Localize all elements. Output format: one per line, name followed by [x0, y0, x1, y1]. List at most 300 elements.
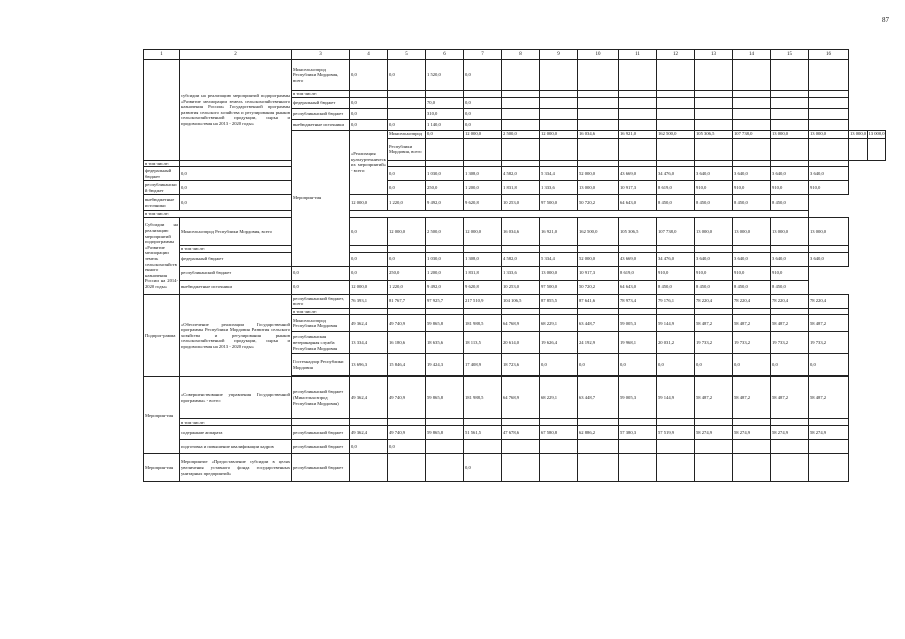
value-cell: 49 362,4	[350, 426, 388, 440]
empty-cell	[809, 91, 849, 98]
table-row	[144, 252, 886, 266]
value-cell: 58 274,9	[771, 426, 809, 440]
value-cell	[388, 108, 426, 119]
empty-cell	[809, 138, 849, 160]
value-cell: 78 220,4	[695, 294, 733, 308]
value-cell	[578, 119, 619, 130]
empty-cell	[657, 160, 695, 167]
value-cell	[733, 97, 771, 108]
value-cell	[578, 97, 619, 108]
owner-minselhoz: Минсельхозпрод Республики Мордовия	[292, 315, 350, 332]
value-cell: 8 450,0	[657, 280, 695, 294]
value-cell: 8 450,0	[733, 195, 771, 211]
value-cell	[771, 440, 809, 454]
value-cell	[809, 60, 849, 91]
fed-budget-label: федеральный бюджет	[180, 252, 292, 266]
empty-cell	[502, 91, 540, 98]
value-cell: 13 000,0	[809, 218, 849, 246]
value-cell: 0,0	[292, 280, 350, 294]
value-cell: 81 767,7	[388, 294, 426, 308]
table-row	[144, 454, 886, 482]
empty-cell	[657, 91, 695, 98]
value-cell: 0,0	[388, 181, 426, 195]
value-cell: 78 220,4	[809, 294, 849, 308]
value-cell: 0,0	[180, 195, 292, 211]
empty-cell	[578, 91, 619, 98]
value-cell	[578, 108, 619, 119]
table-row	[144, 50, 886, 60]
value-cell: 50 720,2	[578, 195, 619, 211]
empty-cell	[464, 308, 502, 315]
value-cell: 52 000,0	[578, 167, 619, 181]
value-cell: 910,0	[809, 181, 849, 195]
incl-label: в том числе:	[180, 246, 292, 253]
empty-cell	[867, 138, 886, 160]
value-cell: 250,0	[426, 181, 464, 195]
empty-cell	[657, 308, 695, 315]
desc-melioration-subsidy: субсидии на реализацию мероприятий подпрограммы «Развитие мелиорации земель сельскохозяйственного назначения России» Государственной программы развития сельского хозяйства и регулирования рынков сельскохозяйственной продукции, сырья и продовольствия на 2013 - 2020 годы»	[180, 60, 292, 161]
value-cell	[540, 97, 578, 108]
header-col-15: 15	[771, 50, 809, 60]
value-cell: 10 917,3	[578, 266, 619, 280]
value-cell: 19 733,2	[771, 332, 809, 354]
value-cell	[619, 108, 657, 119]
value-cell: 15 846,4	[388, 354, 426, 376]
value-cell: 0,0	[540, 354, 578, 376]
value-cell: 310,0	[426, 108, 464, 119]
value-cell: 8 450,0	[695, 280, 733, 294]
value-cell: 13 696,3	[350, 354, 388, 376]
value-cell: 9 492,0	[426, 280, 464, 294]
empty-cell	[578, 419, 619, 426]
value-cell: 0,0	[350, 266, 388, 280]
empty-cell	[540, 160, 578, 167]
table-row	[144, 426, 886, 440]
desc-authorized-fund: Мероприятие «Предоставление субсидии в целях увеличения уставного фонда государственных унитарных предприятий»	[180, 454, 292, 482]
table-row	[144, 419, 886, 426]
table-row	[144, 211, 886, 218]
value-cell: 58 274,9	[733, 426, 771, 440]
value-cell: 8 450,0	[733, 280, 771, 294]
value-cell: 0,0	[180, 167, 292, 181]
value-cell: 58 487,2	[733, 315, 771, 332]
value-cell: 52 000,0	[578, 252, 619, 266]
value-cell	[733, 119, 771, 130]
empty-cell	[733, 246, 771, 253]
value-cell: 5 334,4	[540, 252, 578, 266]
header-col-11: 11	[619, 50, 657, 60]
value-cell: 76 393,1	[350, 294, 388, 308]
empty-cell	[388, 246, 426, 253]
value-cell: 3 640,0	[771, 252, 809, 266]
value-cell: 8 450,0	[771, 195, 809, 211]
value-cell: 3 640,0	[809, 252, 849, 266]
measures-label: Мероприя-тия	[144, 377, 180, 454]
empty-cell	[771, 308, 809, 315]
empty-cell	[502, 246, 540, 253]
value-cell: 34 476,0	[657, 167, 695, 181]
value-cell: 0,0	[388, 167, 426, 181]
value-cell	[657, 97, 695, 108]
value-cell	[619, 440, 657, 454]
value-cell	[771, 454, 809, 482]
empty-cell	[388, 308, 426, 315]
value-cell: 18 635,6	[426, 332, 464, 354]
value-cell	[426, 440, 464, 454]
value-cell	[695, 97, 733, 108]
value-cell	[657, 454, 695, 482]
value-cell	[619, 60, 657, 91]
value-cell: 4 582,0	[502, 252, 540, 266]
header-col-14: 14	[733, 50, 771, 60]
value-cell: 16 921,0	[540, 218, 578, 246]
empty-cell	[502, 138, 540, 160]
value-cell	[695, 454, 733, 482]
value-cell	[578, 60, 619, 91]
rep-budget-label: республиканский бюджет	[292, 426, 350, 440]
value-cell: 59 144,9	[657, 315, 695, 332]
table-row	[144, 218, 886, 246]
value-cell	[388, 97, 426, 108]
value-cell: 97 500,0	[540, 280, 578, 294]
header-col-16: 16	[809, 50, 849, 60]
table-row	[144, 246, 886, 253]
value-cell: 217 510,9	[464, 294, 502, 308]
value-cell: 57 380,3	[619, 426, 657, 440]
incl-label: в том числе:	[144, 160, 180, 167]
empty-cell	[809, 246, 849, 253]
value-cell: 19 424,3	[426, 354, 464, 376]
empty-cell	[849, 138, 868, 160]
value-cell: 1 308,0	[464, 167, 502, 181]
value-cell: 16 180,6	[388, 332, 426, 354]
value-cell: 12 000,0	[464, 218, 502, 246]
col1-empty	[144, 60, 180, 161]
value-cell: 105 306,5	[695, 130, 733, 138]
value-cell: 10 253,0	[502, 280, 540, 294]
value-cell: 16 034,6	[502, 218, 540, 246]
value-cell	[502, 97, 540, 108]
empty-cell	[502, 308, 540, 315]
owner-vet-service: республиканская ветеринарная служба Республики Мордовия	[292, 332, 350, 354]
value-cell: 19 968,1	[619, 332, 657, 354]
empty-cell	[502, 160, 540, 167]
empty-cell	[733, 308, 771, 315]
value-cell: 70,0	[426, 97, 464, 108]
value-cell: 20 031,2	[657, 332, 695, 354]
value-cell: 3 640,0	[695, 167, 733, 181]
empty-cell	[619, 246, 657, 253]
value-cell: 10 917,3	[619, 181, 657, 195]
table-row	[144, 160, 886, 167]
value-cell	[388, 454, 426, 482]
empty-cell	[464, 246, 502, 253]
desc-melioration-2014: Субсидии на реализацию мероприятий подпрограммы «Развитие мелиорации земель сельскохозяйственного назначения России на 2014-2020 годы»	[144, 218, 180, 295]
empty-cell	[809, 308, 849, 315]
value-cell: 63 448,7	[578, 377, 619, 419]
empty-cell	[426, 308, 464, 315]
value-cell	[809, 440, 849, 454]
empty-cell	[771, 138, 809, 160]
value-cell: 1 220,0	[388, 280, 426, 294]
value-cell: 59 865,8	[426, 426, 464, 440]
empty-cell	[464, 91, 502, 98]
value-cell	[733, 454, 771, 482]
value-cell: 250,0	[388, 266, 426, 280]
empty-cell	[771, 246, 809, 253]
value-cell: 181 988,5	[464, 315, 502, 332]
table-row	[144, 440, 886, 454]
value-cell: 3 640,0	[771, 167, 809, 181]
value-cell: 162 500,0	[657, 130, 695, 138]
header-col-2: 2	[180, 50, 292, 60]
value-cell: 58 274,9	[809, 426, 849, 440]
empty-cell	[695, 246, 733, 253]
empty-cell	[733, 419, 771, 426]
header-col-7: 7	[464, 50, 502, 60]
value-cell: 107 738,0	[733, 130, 771, 138]
value-cell: 57 519,9	[657, 426, 695, 440]
off-budget-label: внебюджетные источники	[180, 280, 292, 294]
value-cell	[695, 440, 733, 454]
value-cell: 910,0	[733, 181, 771, 195]
empty-cell	[619, 160, 657, 167]
value-cell	[657, 119, 695, 130]
desc-staff-maintenance: содержание аппарата	[180, 426, 292, 440]
rep-budget-total-label: республиканский бюджет, всего	[292, 294, 350, 308]
value-cell: 78 973,4	[619, 294, 657, 308]
value-cell: 58 274,9	[695, 426, 733, 440]
value-cell	[350, 454, 388, 482]
value-cell: 12 000,0	[540, 130, 578, 138]
empty-cell	[733, 91, 771, 98]
value-cell: 0,0	[578, 354, 619, 376]
value-cell: 19 733,2	[809, 332, 849, 354]
empty-cell	[578, 160, 619, 167]
empty-cell	[540, 419, 578, 426]
value-cell: 0,0	[464, 97, 502, 108]
value-cell	[771, 108, 809, 119]
value-cell: 0,0	[388, 440, 426, 454]
value-cell: 1 030,0	[426, 167, 464, 181]
empty-cell	[350, 308, 388, 315]
header-col-10: 10	[578, 50, 619, 60]
value-cell: 10 253,0	[502, 195, 540, 211]
empty-cell	[180, 160, 292, 167]
owner-gostechnadzor: Гостехнадзор Республики Мордовия	[292, 354, 350, 376]
table-row	[144, 377, 886, 419]
value-cell: 0,0	[350, 440, 388, 454]
value-cell: 8 619,0	[619, 266, 657, 280]
value-cell: 13 334,4	[350, 332, 388, 354]
value-cell	[578, 454, 619, 482]
value-cell	[809, 97, 849, 108]
value-cell: 1 030,0	[426, 252, 464, 266]
value-cell: 107 738,0	[657, 218, 695, 246]
value-cell: 18 113,5	[464, 332, 502, 354]
value-cell: 0,0	[350, 119, 388, 130]
value-cell: 17 408,9	[464, 354, 502, 376]
empty-cell	[426, 138, 464, 160]
value-cell: 43 669,0	[619, 167, 657, 181]
value-cell: 8 450,0	[771, 280, 809, 294]
empty-cell	[771, 419, 809, 426]
value-cell: 0,0	[733, 354, 771, 376]
value-cell: 1 220,0	[388, 195, 426, 211]
value-cell	[695, 119, 733, 130]
value-cell: 0,0	[464, 454, 502, 482]
value-cell: 5 334,4	[540, 167, 578, 181]
empty-cell	[426, 160, 464, 167]
empty-cell	[578, 138, 619, 160]
value-cell: 12 000,0	[388, 218, 426, 246]
off-budget-label: внебюджетные источники	[144, 195, 180, 211]
value-cell: 49 362,4	[350, 377, 388, 419]
value-cell: 910,0	[733, 266, 771, 280]
value-cell	[657, 108, 695, 119]
empty-cell	[578, 246, 619, 253]
empty-cell	[464, 419, 502, 426]
budget-table	[143, 49, 886, 482]
value-cell	[578, 440, 619, 454]
value-cell: 59 005,3	[619, 377, 657, 419]
value-cell: 13 000,0	[809, 130, 849, 138]
table-row	[144, 167, 886, 181]
value-cell: 13 000,0	[771, 218, 809, 246]
incl-label: в том числе:	[292, 308, 350, 315]
value-cell	[809, 454, 849, 482]
value-cell: 59 865,8	[426, 315, 464, 332]
value-cell: 59 005,3	[619, 315, 657, 332]
empty-cell	[695, 160, 733, 167]
rep-budget-label: республиканский бюджет	[144, 181, 180, 195]
value-cell: 50 720,2	[578, 280, 619, 294]
value-cell: 1 520,0	[426, 60, 464, 91]
value-cell: 162 500,0	[578, 218, 619, 246]
off-budget-label: внебюджетные источники	[292, 119, 350, 130]
header-col-13: 13	[695, 50, 733, 60]
empty-cell	[771, 160, 809, 167]
value-cell: 68 229,1	[540, 315, 578, 332]
fed-budget-label: федеральный бюджет	[144, 167, 180, 181]
value-cell: 8 450,0	[657, 195, 695, 211]
value-cell	[540, 108, 578, 119]
value-cell: 13 000,0	[771, 130, 809, 138]
value-cell: 63 448,7	[578, 315, 619, 332]
value-cell: 12 000,0	[350, 195, 388, 211]
value-cell: 18 723,6	[502, 354, 540, 376]
header-col-5: 5	[388, 50, 426, 60]
empty-cell	[350, 91, 388, 98]
value-cell: 16 034,6	[578, 130, 619, 138]
value-cell: 13 000,0	[868, 131, 885, 137]
value-cell: 58 487,2	[771, 377, 809, 419]
value-cell: 910,0	[695, 181, 733, 195]
value-cell: 2 500,0	[426, 218, 464, 246]
desc-management: «Совершенствование управления Государственной программы» - всего:	[180, 377, 292, 419]
value-cell: 3 640,0	[733, 167, 771, 181]
value-cell: 49 362,4	[350, 315, 388, 332]
empty-cell	[426, 419, 464, 426]
value-cell: 12 000,0	[350, 280, 388, 294]
value-cell	[733, 108, 771, 119]
value-cell	[464, 440, 502, 454]
value-cell: 0,0	[388, 119, 426, 130]
empty-cell	[464, 138, 502, 160]
empty-cell	[540, 246, 578, 253]
value-cell: 49 740,9	[388, 426, 426, 440]
value-cell: 1 333,6	[502, 266, 540, 280]
value-cell: 20 614,0	[502, 332, 540, 354]
measures-label: Мероприя-тия	[292, 130, 350, 266]
value-cell: 0,0	[180, 181, 292, 195]
header-col-1: 1	[144, 50, 180, 60]
value-cell: 49 740,9	[388, 377, 426, 419]
value-cell: 16 921,0	[619, 130, 657, 138]
value-cell: 51 561,5	[464, 426, 502, 440]
empty-cell	[388, 160, 426, 167]
value-cell: 79 176,1	[657, 294, 695, 308]
value-cell: 64 643,0	[619, 195, 657, 211]
value-cell: 181 988,5	[464, 377, 502, 419]
empty-cell	[809, 419, 849, 426]
empty-cell	[464, 160, 502, 167]
value-cell: 3 640,0	[733, 252, 771, 266]
incl-label: в том числе:	[144, 211, 809, 218]
value-cell: 34 476,0	[657, 252, 695, 266]
value-cell	[502, 119, 540, 130]
empty-cell	[733, 138, 771, 160]
value-cell: 0,0	[657, 354, 695, 376]
value-cell: 97 500,0	[540, 195, 578, 211]
rep-budget-label: республиканский бюджет	[292, 440, 350, 454]
value-cell: 78 220,4	[733, 294, 771, 308]
empty-cell	[695, 138, 733, 160]
empty-cell	[733, 160, 771, 167]
rep-budget-minselhoz-label: республиканский бюджет (Минсельхозпрод Республики Мордовия)	[292, 377, 350, 419]
value-cell	[540, 60, 578, 91]
value-cell: 58 487,2	[809, 377, 849, 419]
empty-cell	[388, 419, 426, 426]
owner-minselhoz: Минсельхозпрод Республики Мордовия, всего	[292, 60, 350, 91]
table-row	[144, 294, 886, 308]
value-cell	[540, 440, 578, 454]
value-cell: 78 220,4	[771, 294, 809, 308]
incl-label: в том числе:	[180, 419, 292, 426]
value-cell	[502, 108, 540, 119]
empty-cell	[657, 246, 695, 253]
value-cell	[733, 440, 771, 454]
value-cell: 64 768,9	[502, 377, 540, 419]
empty-cell	[619, 419, 657, 426]
empty-cell	[809, 160, 849, 167]
value-cell: 910,0	[695, 266, 733, 280]
value-cell: 87 641,6	[578, 294, 619, 308]
empty-cell	[657, 419, 695, 426]
value-cell: 0,0	[350, 218, 388, 246]
incl-label: в том числе:	[292, 91, 350, 98]
value-cell: 0,0	[350, 60, 388, 91]
value-cell	[540, 119, 578, 130]
value-cell	[771, 119, 809, 130]
rep-budget-label: республиканский бюджет	[180, 266, 292, 280]
value-cell: 1 140,0	[426, 119, 464, 130]
value-cell: 0,0	[771, 354, 809, 376]
value-cell: 1 200,0	[426, 266, 464, 280]
value-cell: 910,0	[657, 266, 695, 280]
empty-cell	[695, 419, 733, 426]
value-cell: 0,0	[464, 60, 502, 91]
